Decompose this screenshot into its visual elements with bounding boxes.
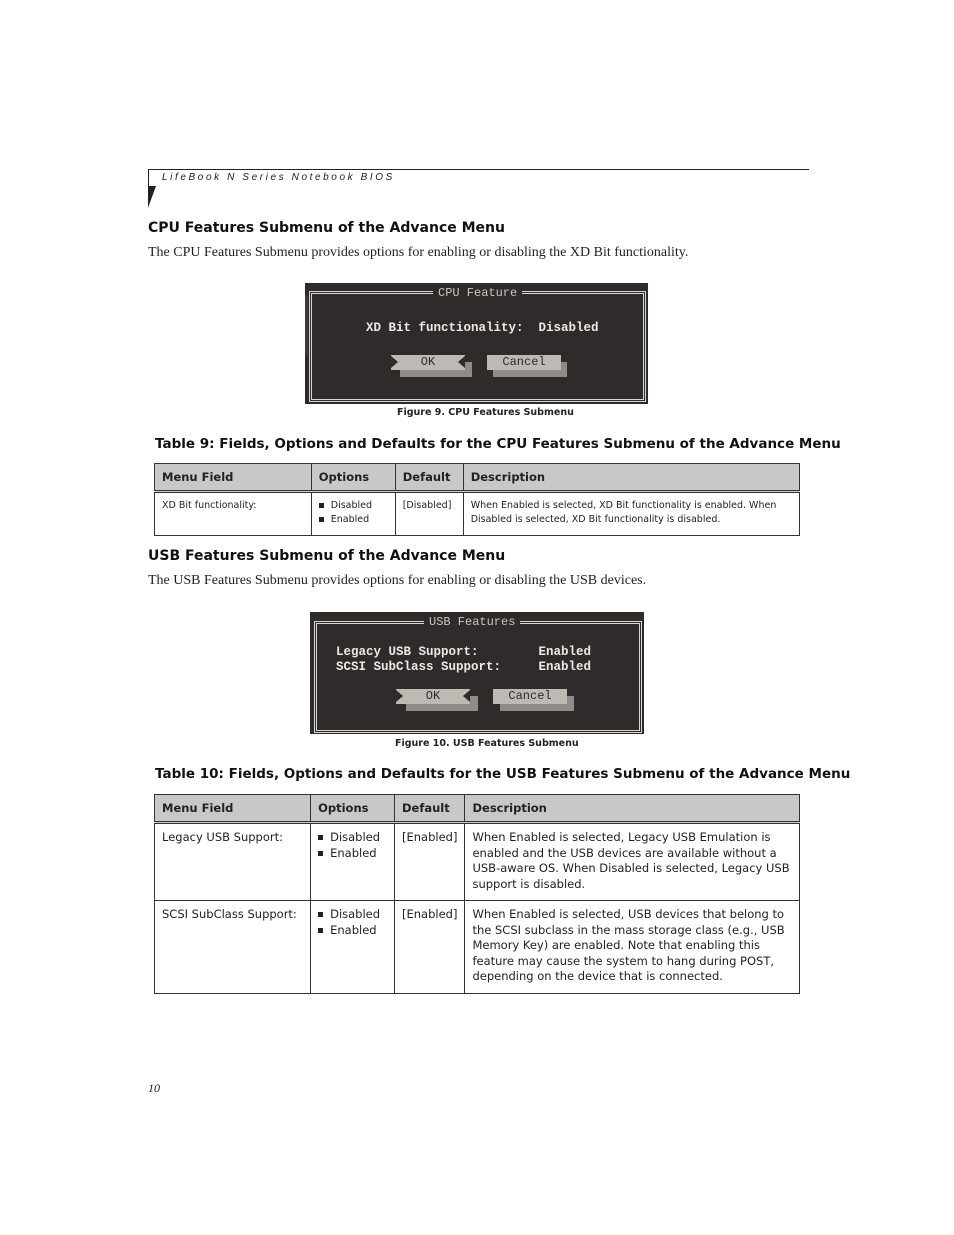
table-9-title: Table 9: Fields, Options and Defaults for the CPU Features Submenu of the Advance Menu [155,436,841,452]
figure-10-caption: Figure 10. USB Features Submenu [395,738,579,749]
scsi-subclass-setting-line[interactable]: SCSI SubClass Support: Enabled [336,660,592,674]
selected-left-marker [391,356,398,368]
header-rule [148,169,809,170]
legacy-usb-setting-line[interactable]: Legacy USB Support: Enabled [336,645,592,659]
column-header: Options [311,795,395,823]
ok-button-label: OK [420,355,436,369]
option-text: Enabled [330,514,370,525]
bullet-icon [318,912,323,917]
default-cell: [Enabled] [395,901,465,994]
menu-field-cell: SCSI SubClass Support: [155,901,311,994]
table-9 [154,463,800,536]
table-row [155,901,800,994]
usb-features-bios-screen [310,612,644,734]
description-cell: When Enabled is selected, USB devices that belong to the SCSI subclass in the mass storage class (e.g., USB Memory Key) are enabled. Note that enabling this feature may cause the system to hang during POST, depending on the device that is connected. [465,901,800,994]
cancel-button-label: Cancel [508,689,552,703]
table-10-title: Table 10: Fields, Options and Defaults for the USB Features Submenu of the Advance Menu [155,766,851,782]
bullet-icon [319,517,324,522]
option-item [318,907,387,923]
dialog-title: CPU Feature [433,286,522,300]
default-cell: [Enabled] [395,823,465,901]
dialog-frame [309,291,646,402]
option-item [318,923,387,939]
ok-button-label: OK [425,689,441,703]
table-header-row [155,795,800,823]
screen-artifact [305,295,308,355]
usb-section-intro: The USB Features Submenu provides options for enabling or disabling the USB devices. [148,573,647,588]
selected-left-marker [396,690,403,702]
table-row [155,823,800,901]
bullet-icon [319,503,324,508]
dialog-frame [314,621,642,733]
bullet-icon [318,851,323,856]
options-cell [311,823,395,901]
option-item [318,830,387,846]
table-row [155,492,800,536]
options-cell [311,492,395,536]
description-cell: When Enabled is selected, XD Bit functionality is enabled. When Disabled is selected, XD Bit functionality is disabled. [463,492,799,536]
column-header: Menu Field [155,464,312,492]
column-header: Default [395,464,463,492]
header-corner-mark [148,186,156,208]
selected-right-marker [458,356,465,368]
header-vertical-rule [148,169,149,187]
ok-button[interactable] [391,355,465,370]
column-header: Description [465,795,800,823]
cancel-button[interactable] [493,689,567,704]
selected-right-marker [463,690,470,702]
column-header: Options [311,464,395,492]
xd-bit-setting-line[interactable]: XD Bit functionality: Disabled [366,321,599,335]
cpu-section-heading: CPU Features Submenu of the Advance Menu [148,220,505,236]
column-header: Menu Field [155,795,311,823]
running-head: LifeBook N Series Notebook BIOS [162,172,395,183]
table-header-row [155,464,800,492]
column-header: Default [395,795,465,823]
option-item [319,499,388,513]
option-item [319,513,388,527]
bullet-icon [318,928,323,933]
column-header: Description [463,464,799,492]
dialog-title: USB Features [424,615,520,629]
option-text: Disabled [330,830,381,844]
cpu-section-intro: The CPU Features Submenu provides options for enabling or disabling the XD Bit functionality. [148,245,689,260]
default-cell: [Disabled] [395,492,463,536]
options-cell [311,901,395,994]
usb-section-heading: USB Features Submenu of the Advance Menu [148,548,506,564]
ok-button[interactable] [396,689,470,704]
option-item [318,846,387,862]
cancel-button[interactable] [487,355,561,370]
cancel-button-label: Cancel [502,355,546,369]
option-text: Disabled [330,907,381,921]
option-text: Enabled [330,845,377,860]
figure-9-caption: Figure 9. CPU Features Submenu [397,407,574,418]
description-cell: When Enabled is selected, Legacy USB Emulation is enabled and the USB devices are available without a USB-aware OS. When Disabled is selected, Legacy USB support is disabled. [465,823,800,901]
menu-field-cell: Legacy USB Support: [155,823,311,901]
option-text: Disabled [330,500,373,511]
cpu-feature-bios-screen [305,283,648,404]
bullet-icon [318,835,323,840]
page-number: 10 [148,1081,160,1095]
option-text: Enabled [330,922,377,937]
menu-field-cell: XD Bit functionality: [155,492,312,536]
table-10 [154,794,800,994]
